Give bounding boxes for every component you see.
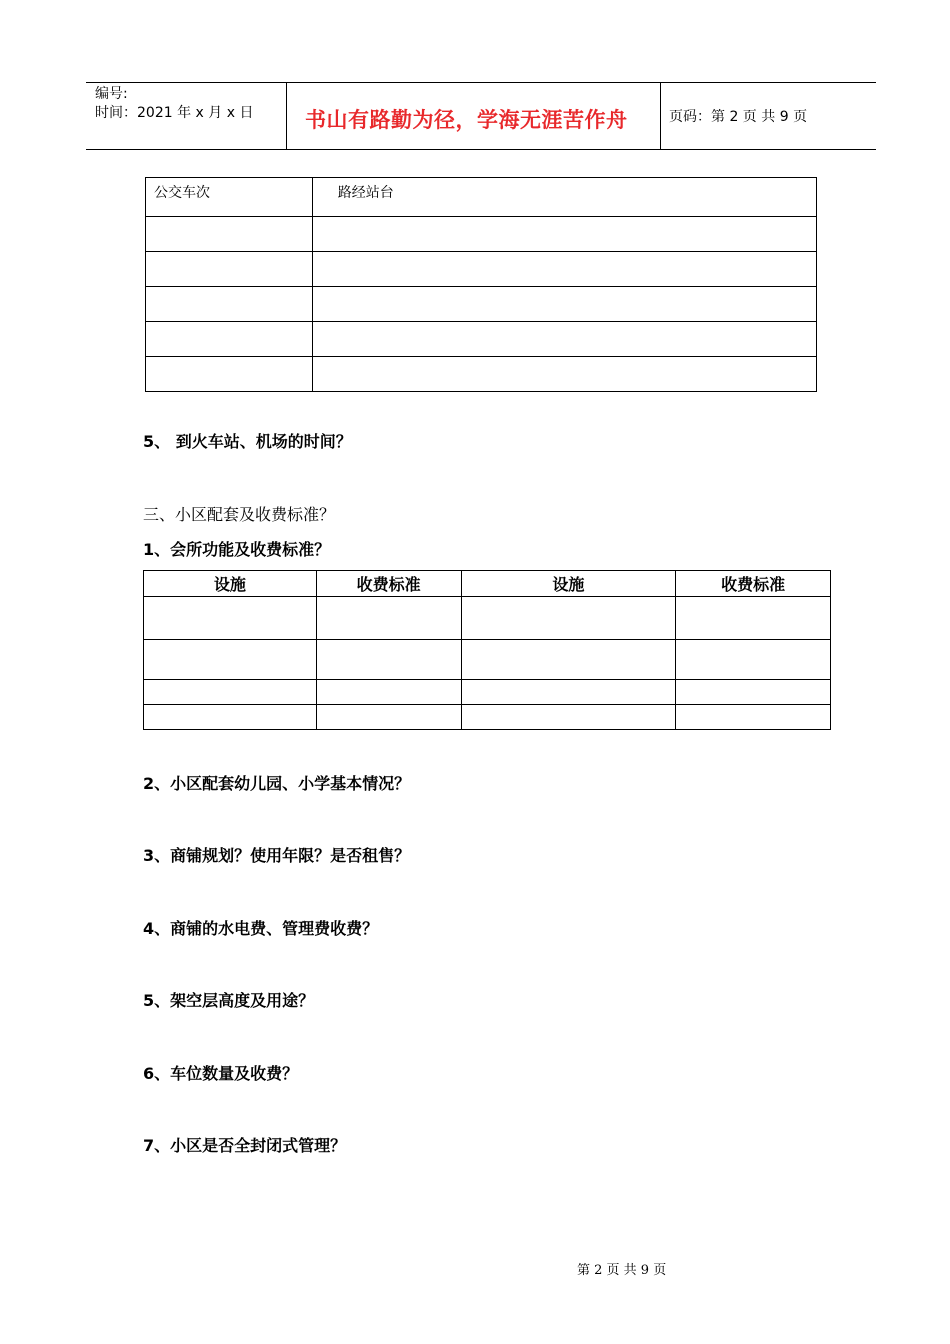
table-cell (461, 705, 676, 730)
table-cell (144, 640, 317, 680)
table-cell (316, 705, 461, 730)
header-page-label: 页码：第 2 页 共 9 页 (669, 109, 808, 125)
table-header-row (146, 178, 817, 217)
fee-standard-header: 收费标准 (676, 571, 831, 597)
table-cell (312, 217, 816, 252)
table-row (146, 322, 817, 357)
table-cell (146, 322, 313, 357)
header-motto: 书山有路勤为径，学海无涯苦作舟 (305, 108, 628, 132)
fee-standard-header: 收费标准 (316, 571, 461, 597)
table-row (144, 680, 831, 705)
table-row (146, 287, 817, 322)
table-row (146, 357, 817, 392)
table-cell (676, 705, 831, 730)
table-cell (312, 252, 816, 287)
table-cell (676, 680, 831, 705)
table-cell (146, 217, 313, 252)
table-cell (316, 680, 461, 705)
table-cell (316, 597, 461, 640)
table-cell (461, 597, 676, 640)
table-cell (676, 597, 831, 640)
table-cell (316, 640, 461, 680)
table-row (144, 640, 831, 680)
header-bottom-rule (86, 149, 876, 150)
table-cell (676, 640, 831, 680)
table-cell (146, 287, 313, 322)
table-row (146, 217, 817, 252)
header-divider-left (286, 82, 287, 150)
table-cell (144, 680, 317, 705)
club-fee-table (143, 570, 831, 730)
table-cell (461, 640, 676, 680)
table-cell (146, 357, 313, 392)
header-divider-right (660, 82, 661, 150)
table-cell (312, 357, 816, 392)
doc-time-label: 时间：2021 年 x 月 x 日 (95, 105, 254, 121)
table-row (146, 252, 817, 287)
section-three-title: 三、小区配套及收费标准？ (143, 505, 336, 524)
question-parking: 6、车位数量及收费？ (143, 1064, 299, 1083)
table-cell (144, 705, 317, 730)
facility-header: 设施 (461, 571, 676, 597)
question-kindergarten: 2、小区配套幼儿园、小学基本情况？ (143, 774, 411, 793)
question-transport-time: 5、 到火车站、机场的时间？ (143, 432, 352, 451)
header-top-rule (86, 82, 876, 83)
facility-header: 设施 (144, 571, 317, 597)
stations-header: 路经站台 (312, 178, 816, 217)
table-cell (144, 597, 317, 640)
table-cell (312, 287, 816, 322)
table-header-row (144, 571, 831, 597)
doc-number-label: 编号: (95, 86, 128, 102)
question-shops-fees: 4、商铺的水电费、管理费收费？ (143, 919, 379, 938)
page-footer: 第 2 页 共 9 页 (577, 1263, 667, 1278)
question-club-fees: 1、会所功能及收费标准？ (143, 540, 331, 559)
table-row (144, 597, 831, 640)
bus-number-header: 公交车次 (146, 178, 313, 217)
question-shops-plan: 3、商铺规划？使用年限？是否租售？ (143, 846, 411, 865)
table-row (144, 705, 831, 730)
table-cell (146, 252, 313, 287)
question-closed-management: 7、小区是否全封闭式管理？ (143, 1136, 347, 1155)
table-cell (312, 322, 816, 357)
question-stilt-floor: 5、架空层高度及用途？ (143, 991, 315, 1010)
table-cell (461, 680, 676, 705)
bus-route-table (145, 177, 817, 392)
